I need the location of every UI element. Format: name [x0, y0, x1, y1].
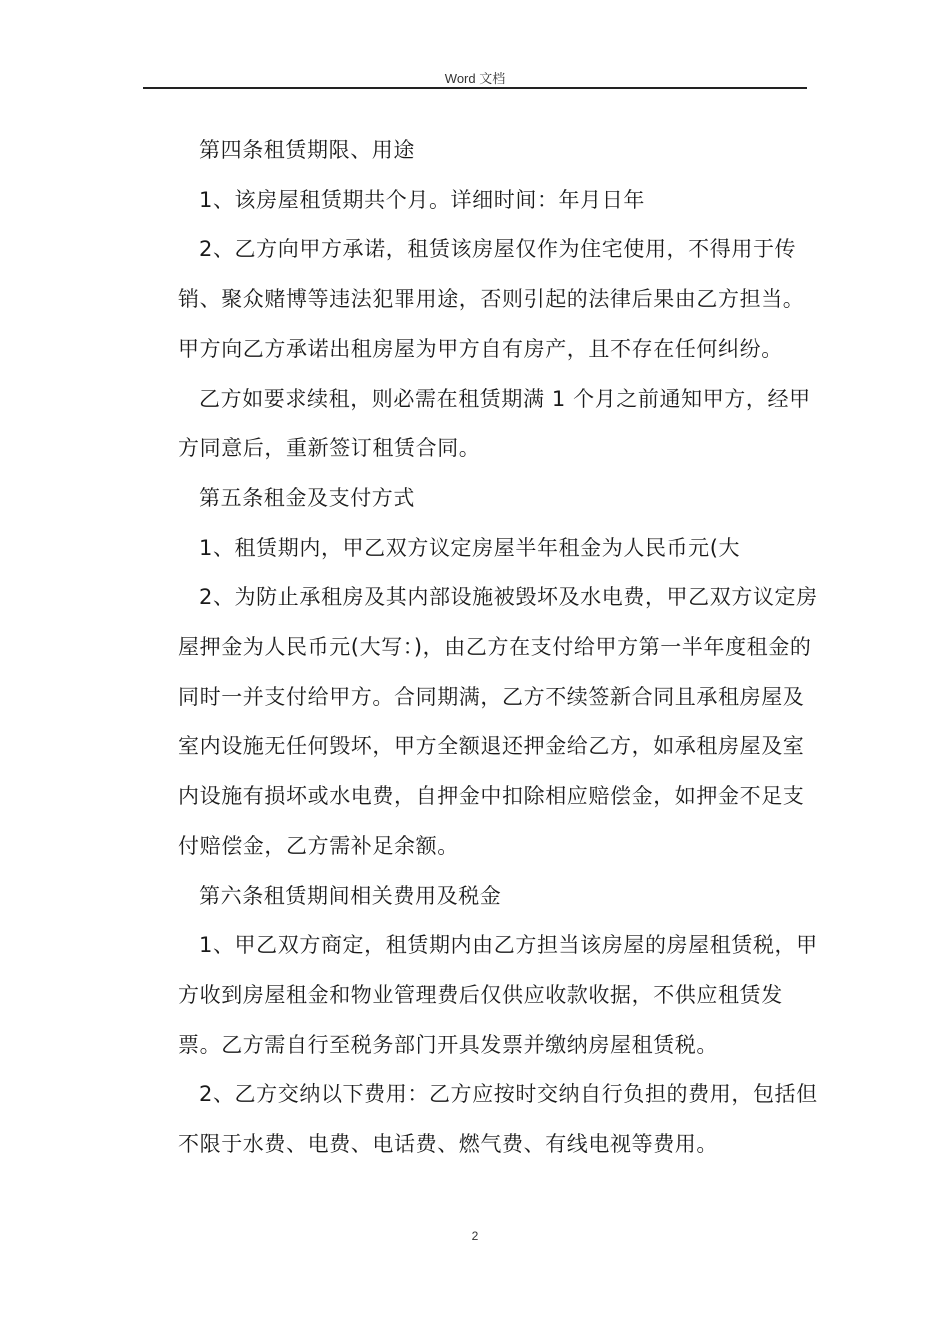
document-header: Word 文档: [444, 71, 506, 86]
paragraph: 1、甲乙双方商定，租赁期内由乙方担当该房屋的房屋租赁税，甲方收到房屋租金和物业管理费后仅供应收款收据，不供应租赁发票。乙方需自行至税务部门开具发票并缴纳房屋租赁税。: [178, 933, 818, 1057]
paragraph: 乙方如要求续租，则必需在租赁期满 1 个月之前通知甲方，经甲方同意后，重新签订租赁合同。: [178, 386, 811, 461]
paragraph: 1、该房屋租赁期共个月。详细时间：年月日年: [199, 187, 645, 212]
section-heading-4: 第四条租赁期限、用途: [199, 138, 415, 162]
document-body: [178, 126, 818, 1170]
paragraph: 2、乙方向甲方承诺，租赁该房屋仅作为住宅使用，不得用于传销、聚众赌博等违法犯罪用途，否则引起的法律后果由乙方担当。甲方向乙方承诺出租房屋为甲方自有房产，且不存在任何纠纷。: [178, 237, 805, 361]
section-heading-6: 第六条租赁期间相关费用及税金: [199, 883, 502, 908]
section-heading-5: 第五条租金及支付方式: [199, 485, 415, 510]
header-divider: [143, 87, 807, 89]
paragraph: 2、乙方交纳以下费用：乙方应按时交纳自行负担的费用，包括但不限于水费、电费、电话费、燃气费、有线电视等费用。: [178, 1082, 818, 1157]
paragraph: 2、为防止承租房及其内部设施被毁坏及水电费，甲乙双方议定房屋押金为人民币元(大写：)，由乙方在支付给甲方第一半年度租金的同时一并支付给甲方。合同期满，乙方不续签新合同且承租房屋及室内设施无任何毁坏，甲方全额退还押金给乙方，如承租房屋及室内设施有损坏或水电费，自押金中扣除相应赔偿金，如押金不足支付赔偿金，乙方需补足余额。: [178, 585, 818, 858]
page-number: 2: [471, 1229, 479, 1243]
paragraph: 1、租赁期内，甲乙双方议定房屋半年租金为人民币元(大: [199, 535, 741, 560]
